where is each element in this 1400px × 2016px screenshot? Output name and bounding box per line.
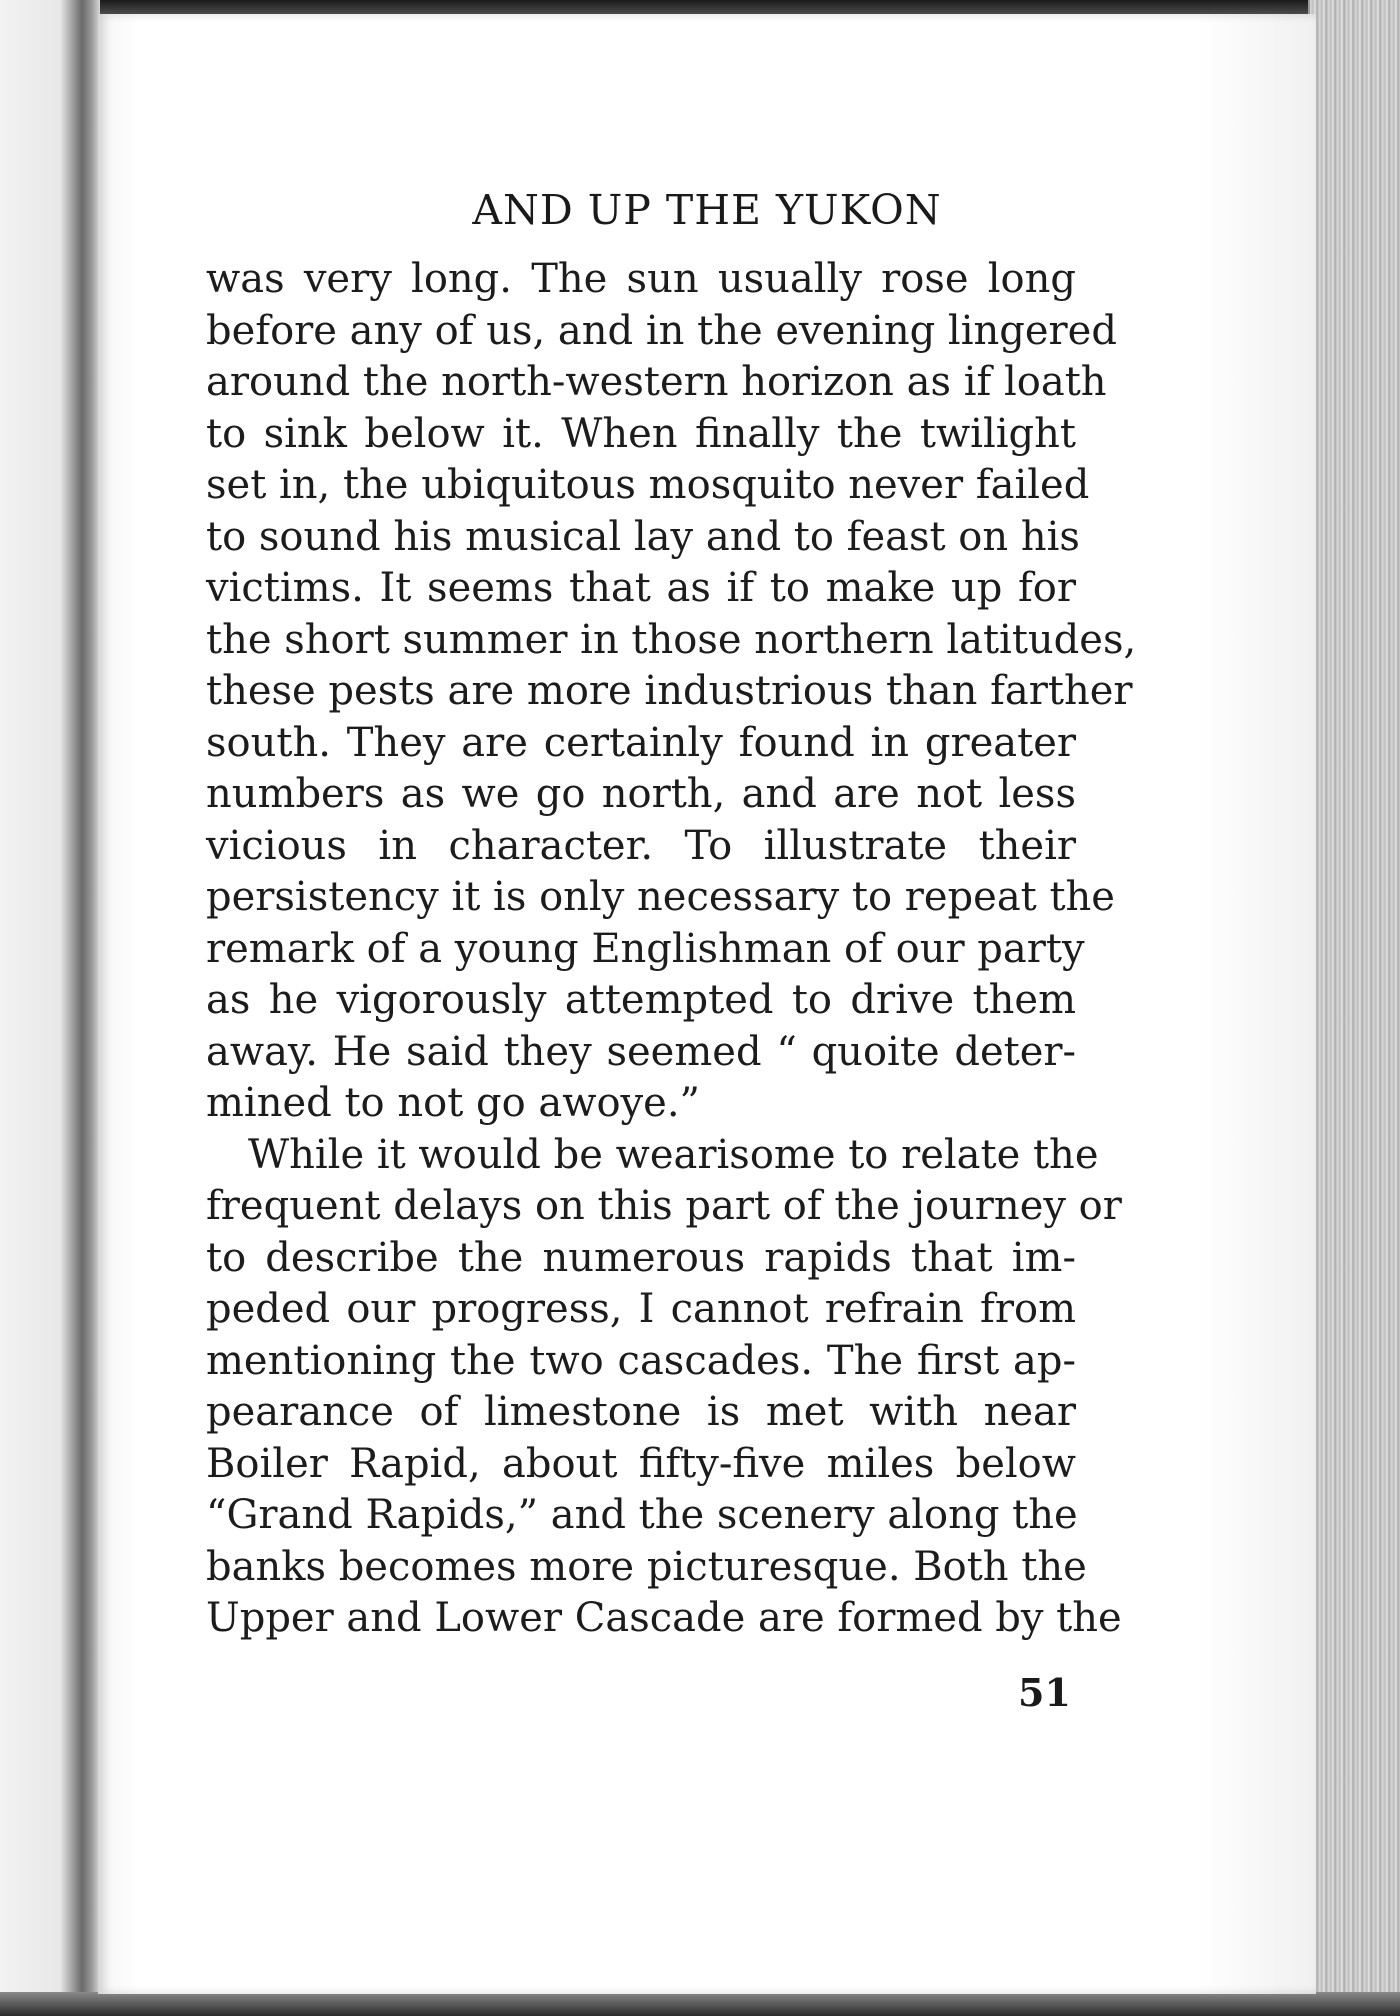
text-line: to sink below it. When finally the twilight bbox=[206, 410, 1076, 457]
text-line: was very long. The sun usually rose long bbox=[206, 256, 1076, 302]
text-line: before any of us, and in the evening lingered bbox=[206, 307, 1117, 354]
text-line: the short summer in those northern latitudes, bbox=[206, 616, 1137, 663]
text-line: as he vigorously attempted to drive them bbox=[206, 977, 1076, 1023]
paragraph-1 bbox=[206, 254, 1137, 1130]
text-line: peded our progress, I cannot refrain from bbox=[206, 1286, 1076, 1332]
text-line: mentioning the two cascades. The first ap- bbox=[206, 1337, 1076, 1384]
book-page bbox=[98, 14, 1316, 1994]
text-line: persistency it is only necessary to repeat the bbox=[206, 874, 1115, 920]
text-line: these pests are more industrious than farther bbox=[206, 668, 1133, 714]
page-edges bbox=[1308, 0, 1400, 2016]
running-header: AND UP THE YUKON bbox=[472, 186, 942, 234]
text-line: around the north-western horizon as if loath bbox=[206, 359, 1107, 405]
text-line: victims. It seems that as if to make up for bbox=[206, 565, 1076, 611]
text-line: to sound his musical lay and to feast on his bbox=[206, 513, 1080, 560]
text-line: mined to not go awoye.” bbox=[206, 1080, 700, 1126]
text-line: numbers as we go north, and are not less bbox=[206, 771, 1076, 817]
text-line: Upper and Lower Cascade are formed by the bbox=[206, 1595, 1122, 1641]
text-line: remark of a young Englishman of our party bbox=[206, 925, 1085, 972]
text-line: Boiler Rapid, about fifty-five miles below bbox=[206, 1440, 1076, 1487]
text-line: south. They are certainly found in greater bbox=[206, 719, 1076, 766]
page-number: 51 bbox=[1018, 1670, 1071, 1715]
scan-bottom-edge bbox=[0, 1992, 1400, 2016]
paragraph-2 bbox=[206, 1130, 1122, 1645]
text-line: While it would be wearisome to relate the bbox=[248, 1131, 1099, 1178]
text-line: vicious in character. To illustrate their bbox=[206, 822, 1076, 869]
text-line: to describe the numerous rapids that im- bbox=[206, 1234, 1076, 1281]
text-line: pearance of limestone is met with near bbox=[206, 1389, 1076, 1435]
text-line: away. He said they seemed “ quoite deter- bbox=[206, 1028, 1076, 1075]
text-line: banks becomes more picturesque. Both the bbox=[206, 1543, 1087, 1590]
book-binding bbox=[0, 0, 100, 2016]
body-text bbox=[206, 254, 1137, 1645]
text-line: frequent delays on this part of the journey or bbox=[206, 1183, 1122, 1229]
text-line: set in, the ubiquitous mosquito never failed bbox=[206, 462, 1090, 508]
text-line: “Grand Rapids,” and the scenery along the bbox=[206, 1492, 1078, 1538]
